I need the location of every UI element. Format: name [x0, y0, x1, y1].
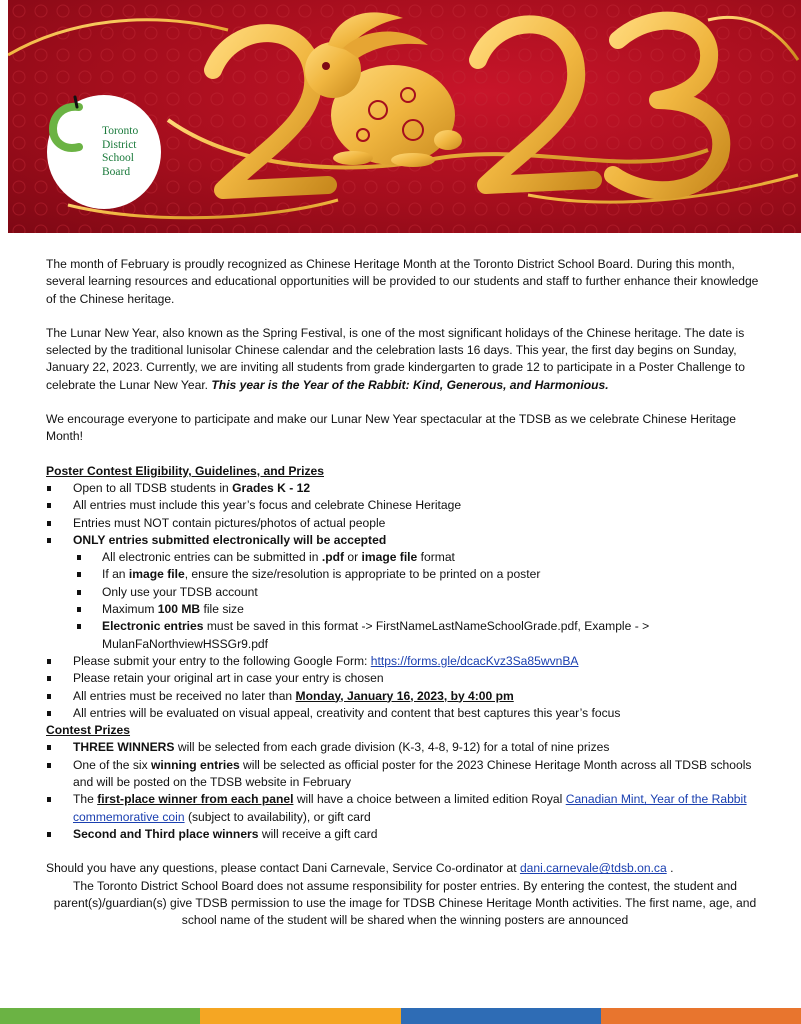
list-item: All entries will be evaluated on visual appeal, creativity and content that best captures this year’s focus	[46, 705, 762, 722]
footer-segment-blue	[401, 1008, 601, 1024]
list-item: Only use your TDSB account	[46, 584, 762, 601]
document-body	[46, 256, 762, 929]
list-item: Maximum 100 MB file size	[46, 601, 762, 618]
prizes-heading: Contest Prizes	[46, 723, 131, 738]
contact-email-link[interactable]: dani.carnevale@tdsb.on.ca	[519, 861, 667, 876]
deadline: Monday, January 16, 2023, by 4:00 pm	[295, 688, 514, 703]
footer-segment-green	[0, 1008, 200, 1024]
list-item: Please retain your original art in case your entry is chosen	[46, 670, 762, 687]
list-item: Second and Third place winners will receive a gift card	[46, 826, 762, 843]
coin-link[interactable]: Canadian Mint, Year of the Rabbit commemorative coin	[73, 792, 747, 824]
list-item: One of the six winning entries will be selected as official poster for the 2023 Chinese Heritage Month across all TDSB schools and will be posted on the TDSB website in February	[46, 757, 762, 792]
eligibility-list	[46, 480, 762, 549]
logo-line: School	[102, 152, 134, 164]
tdsb-logo	[47, 95, 161, 209]
logo-line: Toronto	[102, 125, 139, 137]
list-item: Entries must NOT contain pictures/photos of actual people	[46, 515, 762, 532]
google-form-link[interactable]: https://forms.gle/dcacKvz3Sa85wvnBA	[370, 653, 579, 668]
logo-line: District	[102, 138, 137, 151]
tdsb-logo-text	[102, 125, 162, 179]
list-item: If an image file, ensure the size/resolution is appropriate to be printed on a poster	[46, 566, 762, 583]
prizes-list	[46, 739, 762, 843]
list-item: All entries must include this year’s focus and celebrate Chinese Heritage	[46, 497, 762, 514]
footer-color-bar	[0, 1008, 801, 1024]
footer-segment-orange	[200, 1008, 400, 1024]
list-item: THREE WINNERS will be selected from each grade division (K-3, 4-8, 9-12) for a total of nine prizes	[46, 739, 762, 756]
list-item: All electronic entries can be submitted in .pdf or image file format	[46, 549, 762, 566]
list-item: Please submit your entry to the following Google Form: https://forms.gle/dcacKvz3Sa85wvnBA	[46, 653, 762, 670]
logo-line: Board	[102, 165, 131, 178]
list-item: Electronic entries must be saved in this format -> FirstNameLastNameSchoolGrade.pdf, Example - > MulanFaNorthviewHSSGr9.pdf	[46, 618, 762, 653]
intro-paragraph-2: The Lunar New Year, also known as the Spring Festival, is one of the most significant holidays of the Chinese heritage. The date is selected by the traditional lunisolar Chinese calendar and the celebration lasts 16 days. This year, the first day begins on Sunday, January 22, 2023. Currently, we are inviting all students from grade kindergarten to grade 12 to participate in a Poster Challenge to celebrate the Lunar New Year. This year is the Year of the Rabbit: Kind, Generous, and Harmonious.	[46, 325, 745, 392]
footer-segment-red-orange	[601, 1008, 801, 1024]
eligibility-list-continued	[46, 653, 762, 722]
year-of-rabbit-text: This year is the Year of the Rabbit: Kind, Generous, and Harmonious.	[211, 377, 609, 392]
tdsb-logo-mark	[47, 95, 85, 155]
contact-paragraph: Should you have any questions, please contact Dani Carnevale, Service Co-ordinator at dani.carnevale@tdsb.on.ca .	[46, 861, 674, 876]
intro-paragraph-3: We encourage everyone to participate and make our Lunar New Year spectacular at the TDSB as we celebrate Chinese Heritage Month!	[46, 412, 736, 444]
list-item: The first-place winner from each panel will have a choice between a limited edition Royal Canadian Mint, Year of the Rabbit commemorative coin (subject to availability), or gift card	[46, 791, 762, 826]
list-item: ONLY entries submitted electronically will be accepted	[46, 532, 762, 549]
header-banner	[8, 0, 801, 233]
eligibility-heading: Poster Contest Eligibility, Guidelines, and Prizes	[46, 463, 324, 478]
intro-paragraph-1: The month of February is proudly recognized as Chinese Heritage Month at the Toronto District School Board. During this month, several learning resources and educational opportunities will be provided to our students and staff to further enhance their knowledge of the Chinese heritage.	[46, 257, 759, 306]
disclaimer-paragraph: The Toronto District School Board does not assume responsibility for poster entries. By entering the contest, the student and parent(s)/guardian(s) give TDSB permission to use the image for TDSB Chinese Heritage Month activities. The first name, age, and school name of the student will be shared when the winning posters are announced	[53, 878, 757, 928]
list-item: All entries must be received no later than Monday, January 16, 2023, by 4:00 pm	[46, 688, 762, 705]
list-item: Open to all TDSB students in Grades K - 12	[46, 480, 762, 497]
submission-rules-list	[46, 549, 762, 653]
